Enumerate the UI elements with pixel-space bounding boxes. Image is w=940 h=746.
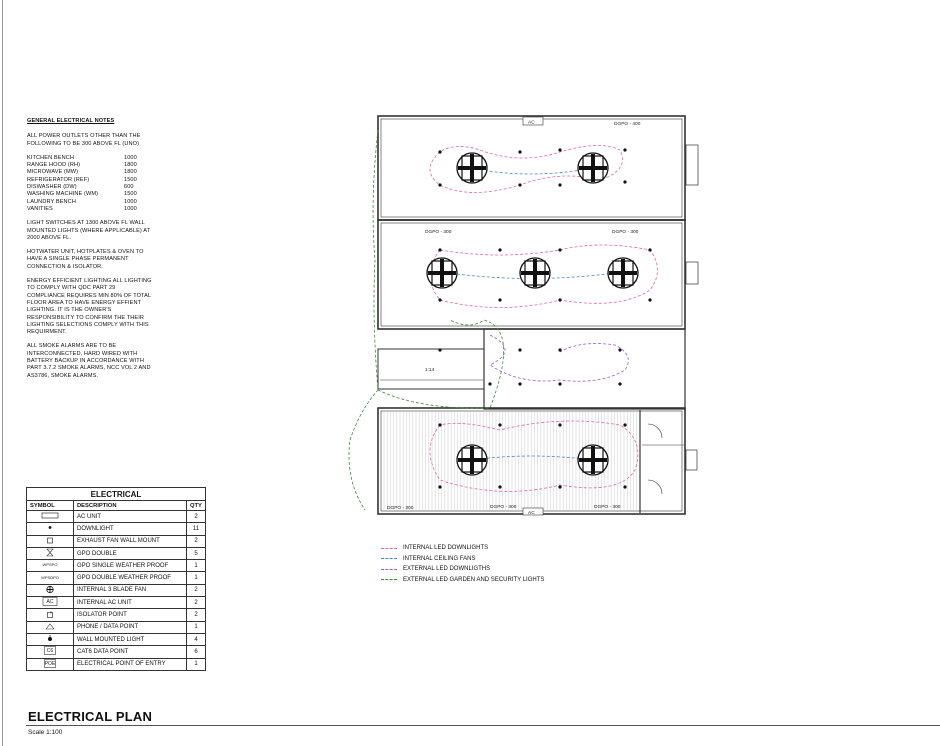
legend-symbol — [27, 646, 74, 658]
legend-qty: 2 — [187, 597, 206, 609]
downlight-icon — [623, 423, 626, 426]
downlight-icon — [438, 485, 441, 488]
legend-row — [27, 621, 206, 633]
ac-unit-icon — [34, 511, 66, 520]
dgpo-label-bot-2: DGPO - 300 — [490, 505, 517, 510]
legend-qty: 1 — [187, 658, 206, 670]
line-key-label: INTERNAL LED DOWNLIGHTS — [403, 545, 489, 552]
legend-row — [27, 609, 206, 621]
legend-title: ELECTRICAL — [27, 488, 206, 501]
appliance-name: VANITIES — [27, 205, 53, 212]
downlight-icon — [498, 248, 501, 251]
downlight-icon — [498, 485, 501, 488]
legend-description: INTERNAL 3 BLADE FAN — [74, 584, 187, 596]
ceiling-fan-circuit-top — [470, 168, 593, 174]
ceiling-fan-icon — [427, 258, 457, 288]
legend-row — [27, 633, 206, 645]
legend-symbol — [27, 609, 74, 621]
gpo-single-wp-icon — [34, 560, 66, 569]
line-key-item — [381, 564, 544, 575]
downlight-icon — [558, 382, 561, 385]
legend-description: CAT6 DATA POINT — [74, 646, 187, 658]
legend-row — [27, 523, 206, 535]
legend-qty: 11 — [187, 523, 206, 535]
legend-symbol — [27, 535, 74, 547]
circuit-line-key — [381, 543, 544, 585]
appliance-name: MICROWAVE (MW) — [27, 169, 79, 176]
downlight-icon — [558, 348, 561, 351]
legend-description: INTERNAL AC UNIT — [74, 597, 187, 609]
cat6-icon — [34, 646, 66, 655]
legend-symbol — [27, 511, 74, 523]
dgpo-label-bot-3: DGPO - 300 — [594, 505, 621, 510]
svg-text:C6: C6 — [46, 648, 54, 655]
electrical-legend-table — [26, 487, 206, 671]
plan-scale: Scale 1:100 — [28, 729, 63, 736]
legend-qty: 2 — [187, 609, 206, 621]
appliance-name: DISWASHER (DW) — [27, 184, 77, 191]
downlight-icon — [518, 382, 521, 385]
legend-row — [27, 658, 206, 670]
downlight-icon — [498, 423, 501, 426]
external-ac-unit-bottom — [686, 450, 697, 470]
downlight-icon — [558, 248, 561, 251]
line-key-label: EXTERNAL LED DOWNLIGTHS — [403, 566, 491, 573]
legend-row — [27, 511, 206, 523]
downlight-icon — [438, 348, 441, 351]
legend-row — [27, 535, 206, 547]
appliance-height: 1800 — [124, 162, 137, 169]
appliance-name: WASHING MACHINE (WM) — [27, 191, 99, 198]
downlight-icon — [558, 183, 561, 186]
downlight-icon — [648, 298, 651, 301]
phone-data-icon — [34, 622, 66, 631]
dgpo-label-top: DGPO - 400 — [614, 122, 641, 127]
svg-text:WPSDPO: WPSDPO — [41, 574, 59, 580]
ac-label-bottom: AC — [528, 511, 535, 516]
appliance-height: 600 — [124, 184, 134, 191]
ceiling-fan-icon — [608, 258, 638, 288]
svg-text:POE: POE — [44, 660, 56, 667]
ceiling-fan-icon — [520, 258, 550, 288]
legend-symbol — [27, 560, 74, 572]
ceiling-fan-icon — [457, 153, 487, 183]
legend-symbol — [27, 572, 74, 584]
line-key-label: EXTERNAL LED GARDEN AND SECURITY LIGHTS — [403, 576, 545, 583]
electrical-entry-icon — [34, 659, 66, 668]
legend-symbol — [27, 633, 74, 645]
downlight-icon — [438, 423, 441, 426]
notes-energy: ENERGY EFFICIENT LIGHTING ALL LIGHTING TO COMPLY WITH QDC PART 29 COMPLIANCE REQUIRES MIN 80% OF TOTAL FLOOR AREA TO HAVE ENERGY EFFIENT LIGHTING. IT IS THE OWNER'S RESPONSIBILITY TO CONFIRM THE THEIR LIGHTING SELECTIONS COMPLY WITH THIS REQUIRMENT. — [27, 278, 152, 336]
legend-description: AC UNIT — [74, 511, 187, 523]
legend-row — [27, 584, 206, 596]
downlight-icon — [558, 148, 561, 151]
notes-title: GENERAL ELECTRICAL NOTES — [27, 118, 115, 124]
legend-description: ISOLATOR POINT — [74, 609, 187, 621]
legend-row — [27, 597, 206, 609]
legend-description: GPO DOUBLE WEATHER PROOF — [74, 572, 187, 584]
legend-symbol — [27, 523, 74, 535]
legend-qty: 2 — [187, 535, 206, 547]
downlight-icon — [438, 183, 441, 186]
legend-symbol — [27, 658, 74, 670]
legend-header-description: DESCRIPTION — [74, 501, 187, 511]
plan-title: ELECTRICAL PLAN — [28, 709, 153, 724]
appliance-name: LAUNDRY BENCH — [27, 198, 76, 205]
downlight-icon — [558, 298, 561, 301]
downlight-icon — [558, 485, 561, 488]
downlight-icon — [618, 382, 621, 385]
line-key-label: INTERNAL CEILING FANS — [403, 555, 476, 562]
external-downlight-circuit — [490, 335, 628, 381]
fans-layer — [427, 153, 638, 475]
legend-row — [27, 646, 206, 658]
legend-qty: 1 — [187, 621, 206, 633]
legend-description: GPO DOUBLE — [74, 547, 187, 559]
downlight-icon — [438, 248, 441, 251]
downlight-icon — [618, 348, 621, 351]
legend-qty: 1 — [187, 572, 206, 584]
downlight-icon — [518, 150, 521, 153]
exhaust-fan-icon — [34, 536, 66, 545]
legend-symbol — [27, 584, 74, 596]
appliance-height: 1000 — [124, 154, 137, 161]
legend-symbol — [27, 621, 74, 633]
appliance-height: 1000 — [124, 205, 137, 212]
legend-description: WALL MOUNTED LIGHT — [74, 633, 187, 645]
legend-description: EXHAUST FAN WALL MOUNT — [74, 535, 187, 547]
title-rule — [26, 725, 940, 726]
appliance-height: 1500 — [124, 191, 137, 198]
notes-hotwater: HOTWATER UNIT, HOTPLATES & OVEN TO HAVE A SINGLE PHASE PERMANENT CONNECTION & ISOLATOR. — [27, 249, 144, 270]
isolator-icon — [34, 610, 66, 619]
downlight-icon — [648, 248, 651, 251]
downlight-icon — [438, 298, 441, 301]
legend-header-qty: QTY — [187, 501, 206, 511]
downlight-icon — [518, 183, 521, 186]
downlight-icon — [34, 523, 66, 532]
line-key-item — [381, 554, 544, 565]
legend-symbol — [27, 547, 74, 559]
deck-label: 1:14 — [425, 368, 435, 373]
downlight-icon — [623, 485, 626, 488]
svg-text:WPSPO: WPSPO — [42, 562, 58, 568]
legend-row — [27, 547, 206, 559]
legend-row — [27, 560, 206, 572]
downlight-icon — [623, 180, 626, 183]
ceiling-fan-icon — [578, 153, 608, 183]
notes-switches: LIGHT SWITCHES AT 1300 ABOVE FL WALL MOUNTED LIGHTS (WHERE APPLICABLE) AT 2000 ABOVE FL. — [27, 220, 151, 241]
downlight-icon — [558, 423, 561, 426]
legend-qty: 2 — [187, 584, 206, 596]
legend-qty: 6 — [187, 646, 206, 658]
appliance-name: REFRIGERATOR (REF) — [27, 176, 90, 183]
legend-description: PHONE / DATA POINT — [74, 621, 187, 633]
downlight-icon — [498, 298, 501, 301]
legend-qty: 4 — [187, 633, 206, 645]
dgpo-label-mid-1: DGPO - 300 — [425, 230, 452, 235]
legend-qty: 2 — [187, 511, 206, 523]
appliance-height: 1800 — [124, 169, 137, 176]
legend-qty: 1 — [187, 560, 206, 572]
legend-description: ELECTRICAL POINT OF ENTRY — [74, 658, 187, 670]
legend-description: DOWNLIGHT — [74, 523, 187, 535]
external-ac-unit-top — [686, 145, 698, 185]
ceiling-fan-icon — [34, 585, 66, 594]
dgpo-label-bot-1: DGPO - 300 — [387, 506, 414, 511]
legend-header-symbol: SYMBOL — [27, 501, 74, 511]
legend-description: GPO SINGLE WEATHER PROOF — [74, 560, 187, 572]
legend-row — [27, 572, 206, 584]
downlight-icon — [438, 150, 441, 153]
line-key-swatch — [381, 579, 397, 580]
line-key-swatch — [381, 569, 397, 570]
gpo-double-icon — [34, 548, 66, 557]
downlight-icon — [488, 382, 491, 385]
legend-symbol — [27, 597, 74, 609]
line-key-swatch — [381, 558, 397, 559]
line-key-item — [381, 575, 544, 586]
ceiling-fan-icon — [457, 445, 487, 475]
ceiling-fan-icon — [578, 445, 608, 475]
appliance-name: KITCHEN BENCH — [27, 154, 74, 161]
downlight-icon — [518, 348, 521, 351]
dgpo-label-mid-2: DGPO - 300 — [612, 230, 639, 235]
downlight-icon — [623, 148, 626, 151]
external-ac-unit-mid — [686, 262, 698, 284]
line-key-item — [381, 543, 544, 554]
appliance-name: RANGE HOOD (RH) — [27, 162, 81, 169]
ac-label-top: AC — [528, 120, 535, 126]
appliance-height: 1500 — [124, 176, 137, 183]
notes-smoke: ALL SMOKE ALARMS ARE TO BE INTERCONNECTED, HARD WIRED WITH BATTERY BACKUP IN ACCORDANCE WITH PART 3.7.2 SMOKE ALARMS, NCC VOL 2 AND AS3786, SMOKE ALARMS. — [27, 343, 151, 379]
svg-text:AC: AC — [46, 599, 54, 606]
appliance-height: 1000 — [124, 198, 137, 205]
wall-light-icon — [34, 634, 66, 643]
module-top — [378, 116, 685, 220]
line-key-swatch — [381, 548, 397, 549]
legend-qty: 5 — [187, 547, 206, 559]
gpo-double-wp-icon — [34, 573, 66, 582]
ceiling-fan-circuit-bottom — [472, 456, 593, 460]
internal-ac-icon — [34, 597, 66, 606]
notes-intro: ALL POWER OUTLETS OTHER THAN THE FOLLOWING TO BE 300 ABOVE FL (UNO) — [27, 133, 141, 147]
